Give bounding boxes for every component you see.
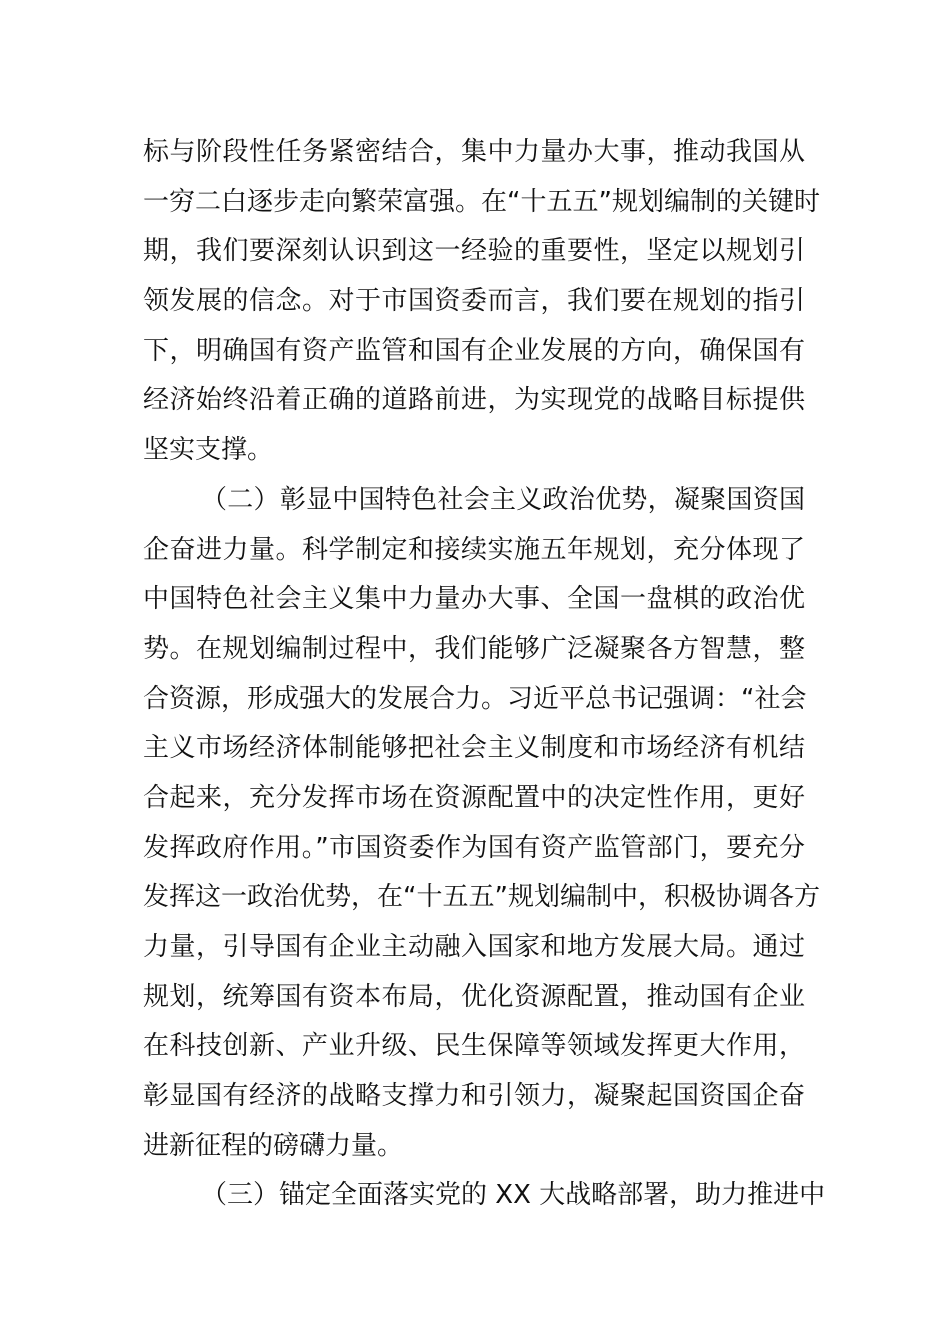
text-line: 下，明确国有资产监管和国有企业发展的方向，确保国有 bbox=[143, 335, 805, 366]
text-line: 在科技创新、产业升级、民生保障等领域发挥更大作用， bbox=[143, 1031, 805, 1062]
section-heading-line: （三）锚定全面落实党的 XX 大战略部署，助力推进中 bbox=[201, 1180, 826, 1211]
text-line: 主义市场经济体制能够把社会主义制度和市场经济有机结 bbox=[143, 733, 805, 764]
text-line: 力量，引导国有企业主动融入国家和地方发展大局。通过 bbox=[143, 932, 805, 962]
body-text bbox=[143, 128, 826, 1221]
text-line: 一穷二白逐步走向繁荣富强。在“十五五”规划编制的关键时 bbox=[143, 186, 820, 217]
paragraph-1 bbox=[143, 128, 820, 476]
text-line: 发挥这一政治优势，在“十五五”规划编制中，积极协调各方 bbox=[143, 882, 820, 913]
text-line: 标与阶段性任务紧密结合，集中力量办大事，推动我国从 bbox=[143, 137, 805, 167]
text-line: 领发展的信念。对于市国资委而言，我们要在规划的指引 bbox=[143, 286, 805, 317]
text-line: 势。在规划编制过程中，我们能够广泛凝聚各方智慧，整 bbox=[143, 633, 805, 664]
text-line: 中国特色社会主义集中力量办大事、全国一盘棋的政治优 bbox=[143, 584, 805, 615]
paragraph-3 bbox=[143, 1171, 826, 1221]
text-line: 彰显国有经济的战略支撑力和引领力，凝聚起国资国企奋 bbox=[143, 1081, 805, 1112]
text-line: 发挥政府作用。”市国资委作为国有资产监管部门，要充分 bbox=[143, 832, 805, 863]
text-line: 合资源，形成强大的发展合力。习近平总书记强调：“社会 bbox=[143, 683, 807, 714]
text-line: 企奋进力量。科学制定和接续实施五年规划，充分体现了 bbox=[143, 534, 805, 565]
text-line: 期，我们要深刻认识到这一经验的重要性，坚定以规划引 bbox=[143, 236, 805, 267]
text-line: 经济始终沿着正确的道路前进，为实现党的战略目标提供 bbox=[143, 385, 805, 416]
text-line: 坚实支撑。 bbox=[143, 435, 274, 466]
text-line: 合起来，充分发挥市场在资源配置中的决定性作用，更好 bbox=[143, 782, 805, 813]
text-line: 进新征程的磅礴力量。 bbox=[143, 1130, 404, 1161]
section-heading-line: （二）彰显中国特色社会主义政治优势，凝聚国资国 bbox=[201, 484, 805, 515]
text-line: 规划，统筹国有资本布局，优化资源配置，推动国有企业 bbox=[143, 981, 805, 1012]
paragraph-2 bbox=[143, 476, 820, 1172]
